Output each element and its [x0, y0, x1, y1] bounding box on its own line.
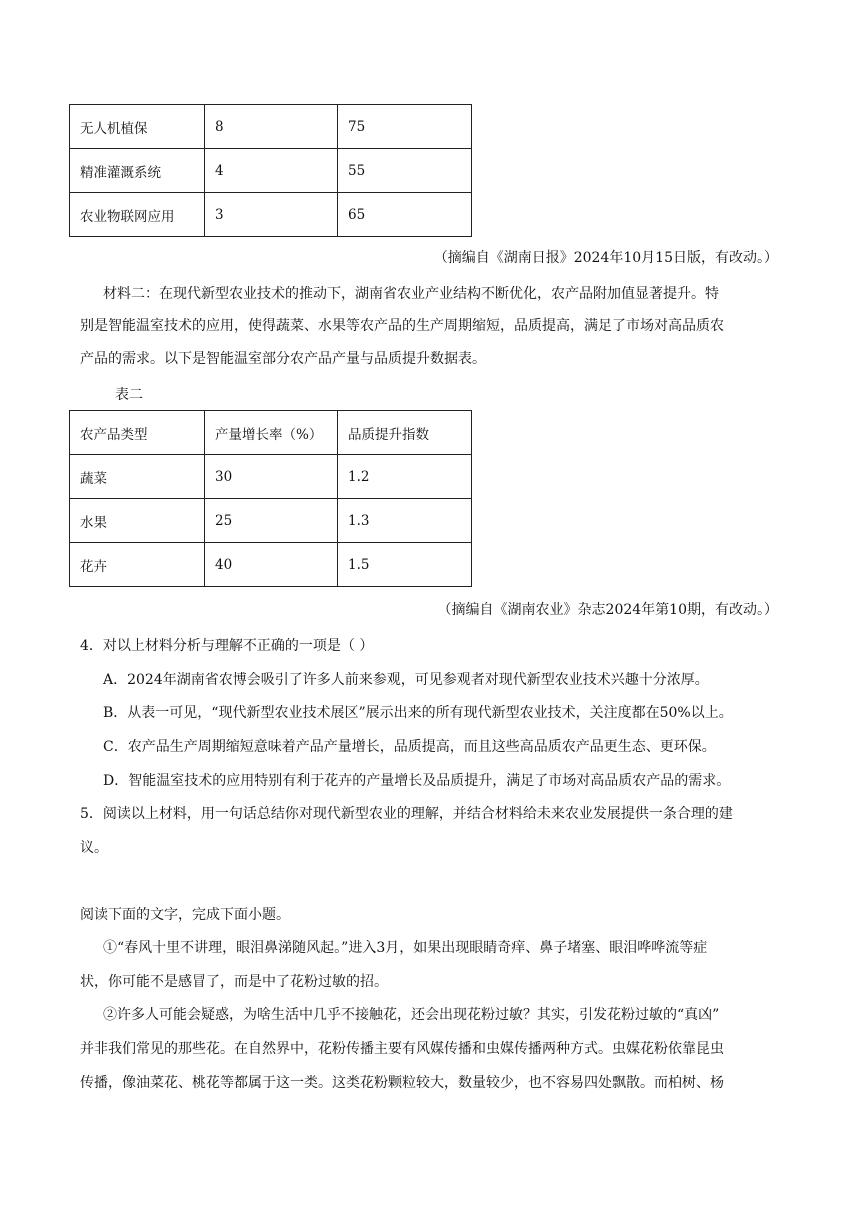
- table-cell: 65: [338, 193, 472, 237]
- table-cell: 75: [338, 105, 472, 149]
- question-4-option-b: B．从表一可见，“现代新型农业技术展区”展示出来的所有现代新型农业技术，关注度都在50%以上。: [103, 705, 733, 721]
- source-citation-2: （摘编自《湖南农业》杂志2024年第10期，有改动。）: [437, 602, 778, 618]
- question-4-option-a: A．2024年湖南省农博会吸引了许多人前来参观，可见参观者对现代新型农业技术兴趣十分浓厚。: [103, 672, 709, 688]
- table-row: [70, 105, 472, 149]
- table-cell: 无人机植保: [70, 105, 205, 149]
- table-cell: 30: [205, 455, 338, 499]
- table-row: [70, 149, 472, 193]
- table-cell: 水果: [70, 499, 205, 543]
- table-cell: 4: [205, 149, 338, 193]
- question-5-line: 5．阅读以上材料，用一句话总结你对现代新型农业的理解，并结合材料给未来农业发展提供一条合理的建: [80, 806, 733, 822]
- reading-paragraph-line: 并非我们常见的那些花。在自然界中，花粉传播主要有风媒传播和虫媒传播两种方式。虫媒花粉依靠昆虫: [80, 1041, 724, 1057]
- reading-paragraph-line: 传播，像油菜花、桃花等都属于这一类。这类花粉颗粒较大，数量较少，也不容易四处飘散。而柏树、杨: [80, 1075, 724, 1091]
- reading-paragraph-line: ②许多人可能会疑惑，为啥生活中几乎不接触花，还会出现花粉过敏？其实，引发花粉过敏的“真凶”: [103, 1007, 720, 1023]
- material-two-line: 别是智能温室技术的应用，使得蔬菜、水果等农产品的生产周期缩短，品质提高，满足了市场对高品质农: [80, 318, 724, 334]
- table-cell: 1.3: [338, 499, 472, 543]
- question-5-line: 议。: [80, 840, 108, 856]
- table-two: [69, 410, 472, 587]
- table-row: [70, 543, 472, 587]
- table-row: [70, 499, 472, 543]
- reading-paragraph-line: 状，你可能不是感冒了，而是中了花粉过敏的招。: [80, 974, 388, 990]
- table-cell: 1.5: [338, 543, 472, 587]
- table-cell: 精准灌溉系统: [70, 149, 205, 193]
- table-two-caption: 表二: [115, 387, 143, 403]
- table-row: [70, 455, 472, 499]
- table-cell: 40: [205, 543, 338, 587]
- material-two-line: 产品的需求。以下是智能温室部分农产品产量与品质提升数据表。: [80, 351, 486, 367]
- reading-paragraph-line: ①“春风十里不讲理，眼泪鼻涕随风起。”进入3月，如果出现眼睛奇痒、鼻子堵塞、眼泪哗哗流等症: [103, 940, 708, 956]
- question-4-option-c: C．农产品生产周期缩短意味着产品产量增长，品质提高，而且这些高品质农产品更生态、更环保。: [103, 739, 716, 755]
- table-cell: 8: [205, 105, 338, 149]
- source-citation-1: （摘编自《湖南日报》2024年10月15日版，有改动。）: [433, 250, 778, 266]
- table-row: [70, 193, 472, 237]
- table-cell: 3: [205, 193, 338, 237]
- table-header-row: [70, 411, 472, 455]
- material-two-line: 材料二：在现代新型农业技术的推动下，湖南省农业产业结构不断优化，农产品附加值显著提升。特: [103, 286, 719, 302]
- table-header-cell: 农产品类型: [70, 411, 205, 455]
- table-cell: 1.2: [338, 455, 472, 499]
- table-header-cell: 品质提升指数: [338, 411, 472, 455]
- table-cell: 蔬菜: [70, 455, 205, 499]
- table-cell: 55: [338, 149, 472, 193]
- table-header-cell: 产量增长率（%）: [205, 411, 338, 455]
- question-4-stem: 4．对以上材料分析与理解不正确的一项是（ ）: [80, 638, 374, 654]
- table-cell: 25: [205, 499, 338, 543]
- table-cell: 农业物联网应用: [70, 193, 205, 237]
- table-one: [69, 104, 472, 237]
- reading-intro: 阅读下面的文字，完成下面小题。: [80, 907, 290, 923]
- table-cell: 花卉: [70, 543, 205, 587]
- question-4-option-d: D．智能温室技术的应用特别有利于花卉的产量增长及品质提升，满足了市场对高品质农产品的需求。: [103, 773, 731, 789]
